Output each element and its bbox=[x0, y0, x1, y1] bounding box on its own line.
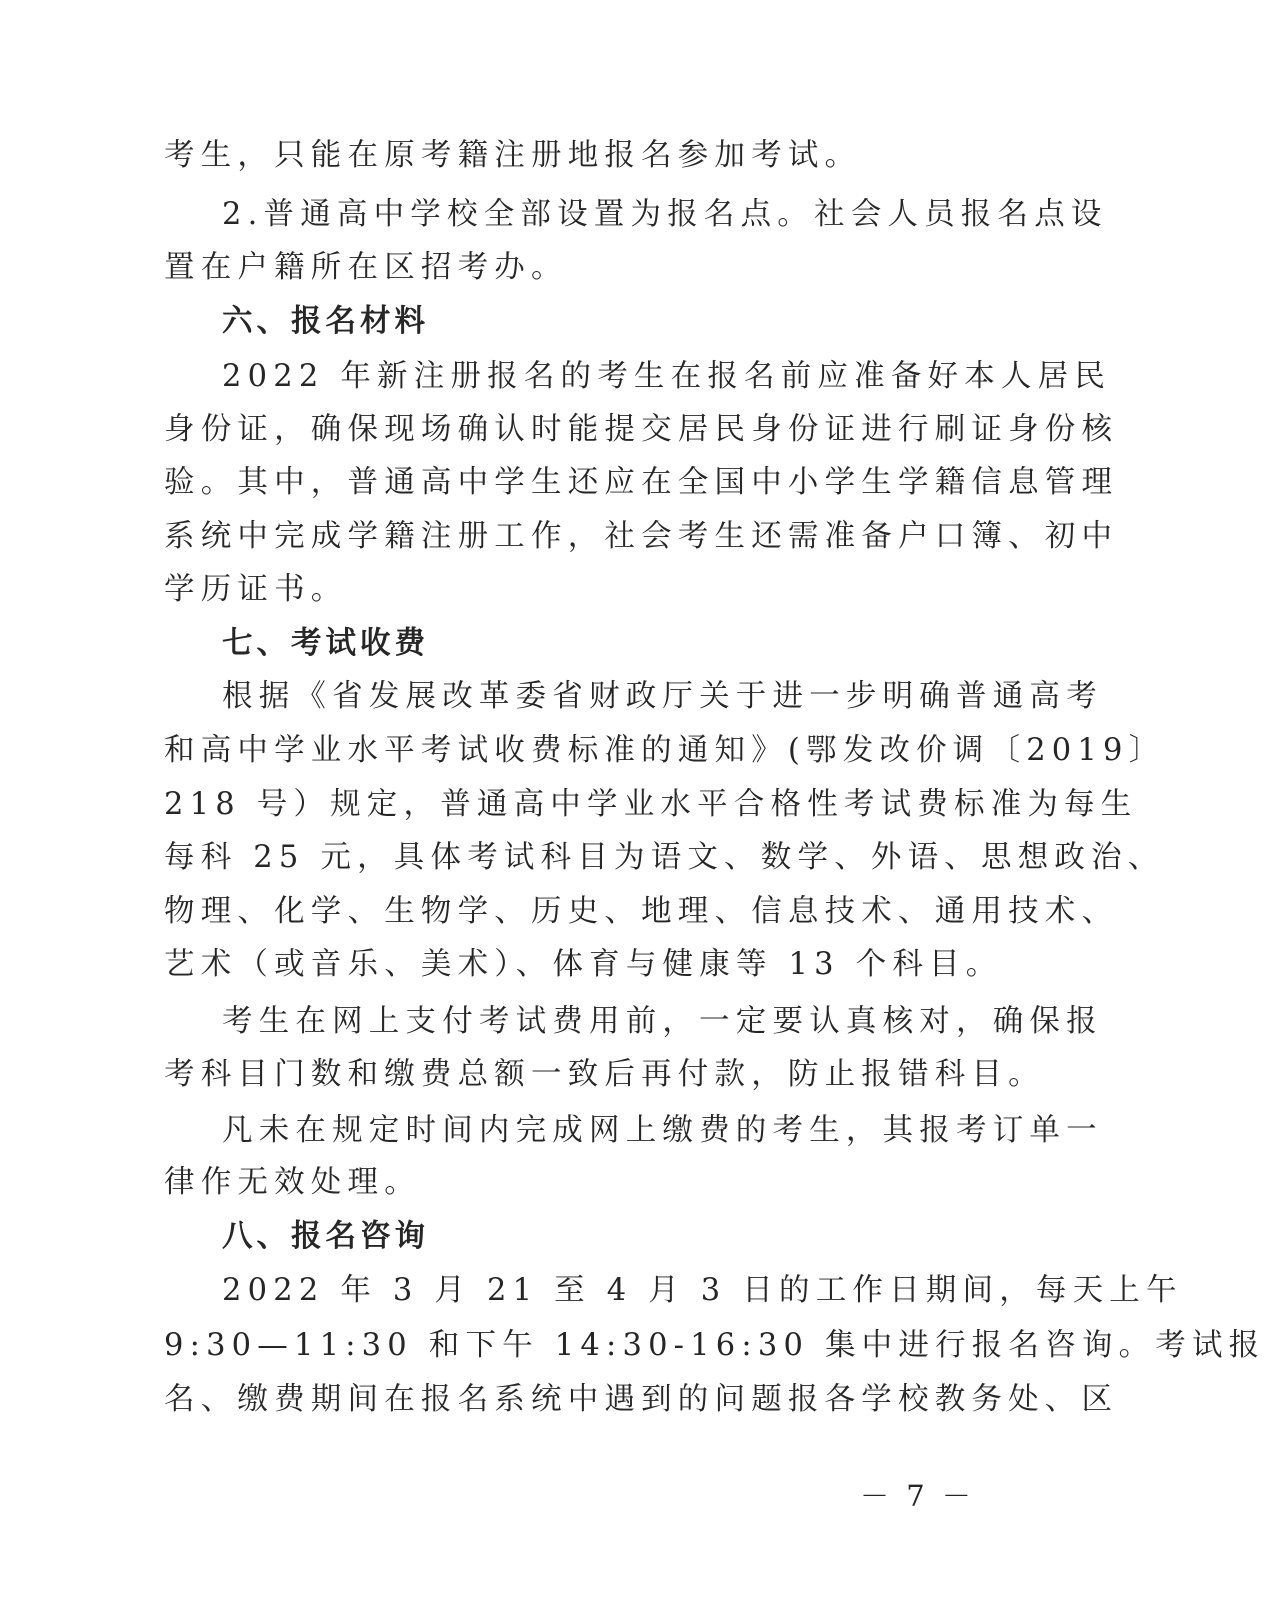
text-line: 验。其中，普通高中学生还应在全国中小学生学籍信息管理 bbox=[164, 465, 1119, 500]
text-line: 物理、化学、生物学、历史、地理、信息技术、通用技术、 bbox=[164, 894, 1119, 929]
text-line: 2022 年 3 月 21 至 4 月 3 日的工作日期间，每天上午 bbox=[222, 1273, 1183, 1308]
text-line: 置在户籍所在区招考办。 bbox=[164, 250, 568, 285]
text-line: 律作无效处理。 bbox=[164, 1165, 421, 1200]
text-line: 考生在网上支付考试费用前，一定要认真核对，确保报 bbox=[222, 1004, 1103, 1039]
section-heading: 八、报名咨询 bbox=[222, 1219, 429, 1254]
text-line: 凡未在规定时间内完成网上缴费的考生，其报考订单一 bbox=[222, 1113, 1103, 1148]
text-line: 9:30—11:30 和下午 14:30-16:30 集中进行报名咨询。考试报 bbox=[164, 1328, 1265, 1363]
text-line: 名、缴费期间在报名系统中遇到的问题报各学校教务处、区 bbox=[164, 1382, 1119, 1417]
text-line: 学历证书。 bbox=[164, 572, 348, 607]
text-line: 身份证，确保现场确认时能提交居民身份证进行刷证身份核 bbox=[164, 412, 1119, 447]
text-line: 艺术（或音乐、美术）、体育与健康等 13 个科目。 bbox=[164, 947, 1003, 982]
text-line: 2.普通高中学校全部设置为报名点。社会人员报名点设 bbox=[222, 197, 1108, 232]
section-heading: 六、报名材料 bbox=[222, 304, 429, 339]
text-line: 根据《省发展改革委省财政厅关于进一步明确普通高考 bbox=[222, 679, 1103, 714]
text-line: 和高中学业水平考试收费标准的通知》(鄂发改价调〔2019〕 bbox=[164, 733, 1166, 768]
text-line: 218 号）规定，普通高中学业水平合格性考试费标准为每生 bbox=[164, 787, 1138, 822]
text-line: 考生，只能在原考籍注册地报名参加考试。 bbox=[164, 138, 862, 173]
text-line: 考科目门数和缴费总额一致后再付款，防止报错科目。 bbox=[164, 1057, 1045, 1092]
text-line: 2022 年新注册报名的考生在报名前应准备好本人居民 bbox=[222, 359, 1112, 394]
text-line: 每科 25 元，具体考试科目为语文、数学、外语、思想政治、 bbox=[164, 840, 1165, 875]
section-heading: 七、考试收费 bbox=[222, 626, 429, 661]
page-number: － 7 － bbox=[860, 1479, 975, 1513]
text-line: 系统中完成学籍注册工作，社会考生还需准备户口簿、初中 bbox=[164, 519, 1119, 554]
